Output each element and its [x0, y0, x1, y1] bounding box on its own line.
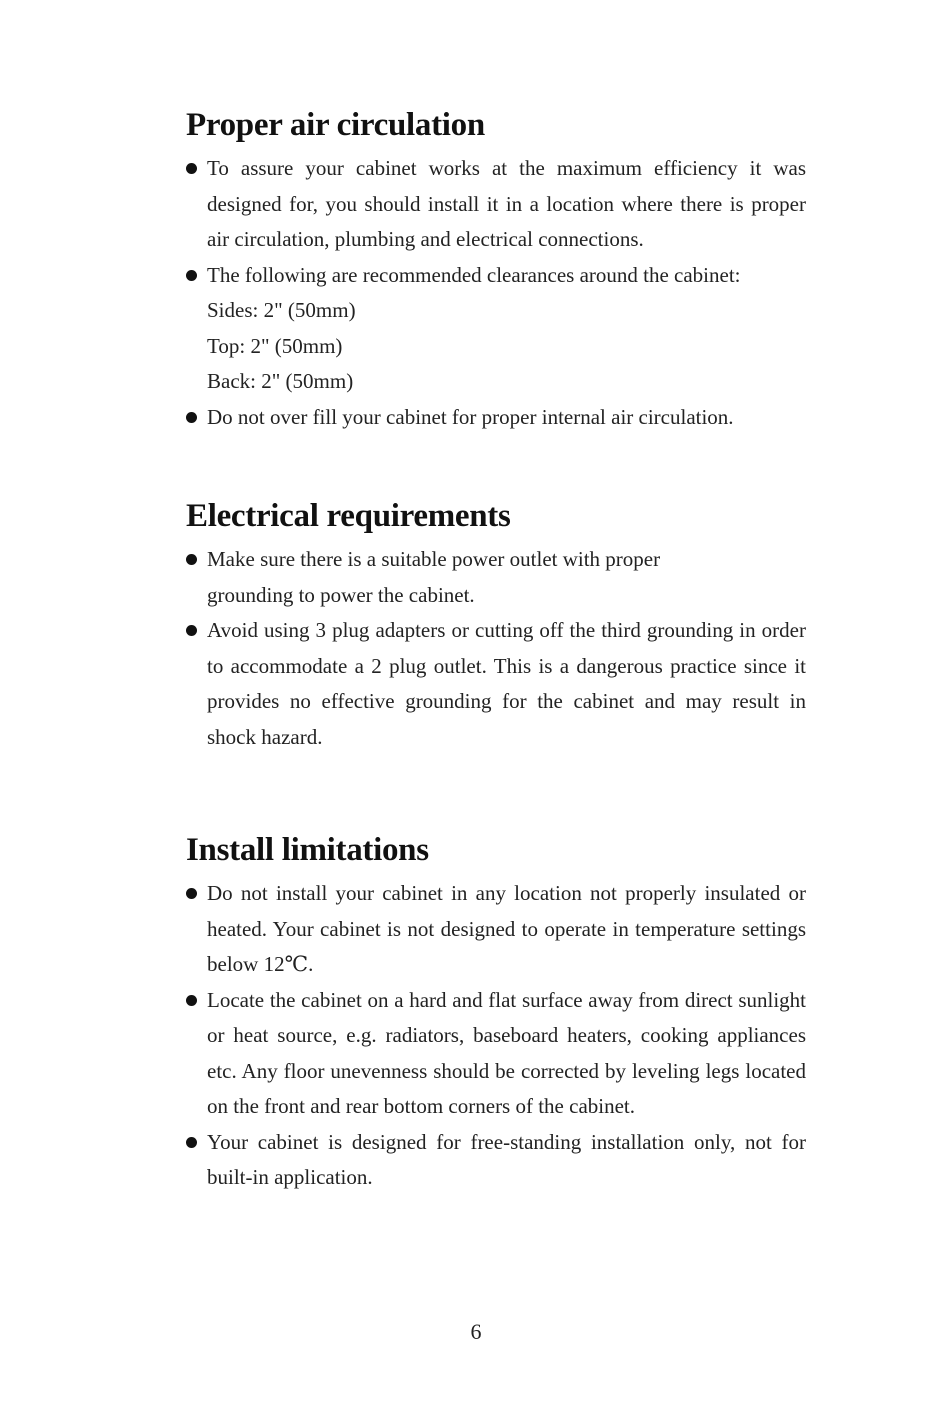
list-item	[186, 151, 806, 258]
clearance-sides: Sides: 2" (50mm)	[207, 298, 356, 322]
bullet-icon	[186, 1137, 197, 1148]
list-item	[186, 258, 806, 400]
bullet-text: Do not over fill your cabinet for proper internal air circulation.	[207, 404, 734, 429]
bullet-icon	[186, 412, 197, 423]
bullet-text: Make sure there is a suitable power outlet with proper grounding to power the cabinet.	[207, 547, 661, 607]
bullet-list	[186, 542, 806, 755]
bullet-icon	[186, 625, 197, 636]
section-heading: Install limitations	[186, 832, 429, 868]
bullet-icon	[186, 163, 197, 174]
clearance-top: Top: 2" (50mm)	[207, 333, 343, 358]
bullet-text: Your cabinet is designed for free-standing installation only, not for built-in application.	[207, 1129, 806, 1189]
page-number: 6	[470, 1319, 482, 1344]
section-air-circulation	[186, 105, 806, 435]
bullet-icon	[186, 888, 197, 899]
section-install-limitations	[186, 830, 806, 1196]
section-heading: Proper air circulation	[186, 107, 485, 143]
list-item	[186, 542, 806, 613]
bullet-icon	[186, 270, 197, 281]
bullet-text: Locate the cabinet on a hard and flat surface away from direct sunlight or heat source, e.g. radiators, baseboard heaters, cooking appliances etc. Any floor unevenness should be corrected by leveling legs located on the front and rear bottom corners of the cabinet.	[207, 987, 806, 1118]
bullet-icon	[186, 995, 197, 1006]
clearance-back: Back: 2" (50mm)	[207, 369, 354, 393]
bullet-icon	[186, 554, 197, 565]
section-electrical-requirements	[186, 496, 806, 755]
bullet-text: Avoid using 3 plug adapters or cutting off the third grounding in order to accommodate a 2 plug outlet. This is a dangerous practice since it provides no effective grounding for the cabinet and may result in shock hazard.	[207, 618, 806, 749]
bullet-text: To assure your cabinet works at the maximum efficiency it was designed for, you should install it in a location where there is proper air circulation, plumbing and electrical connections.	[207, 156, 806, 251]
bullet-list	[186, 151, 806, 435]
list-item	[186, 1125, 806, 1196]
list-item	[186, 983, 806, 1125]
bullet-text: Do not install your cabinet in any location not properly insulated or heated. Your cabinet is not designed to operate in temperature settings below 12℃.	[207, 881, 806, 976]
bullet-text: The following are recommended clearances around the cabinet:	[207, 262, 741, 287]
bullet-list	[186, 876, 806, 1196]
list-item	[186, 613, 806, 755]
list-item	[186, 876, 806, 983]
list-item	[186, 400, 806, 436]
section-heading: Electrical requirements	[186, 498, 511, 534]
